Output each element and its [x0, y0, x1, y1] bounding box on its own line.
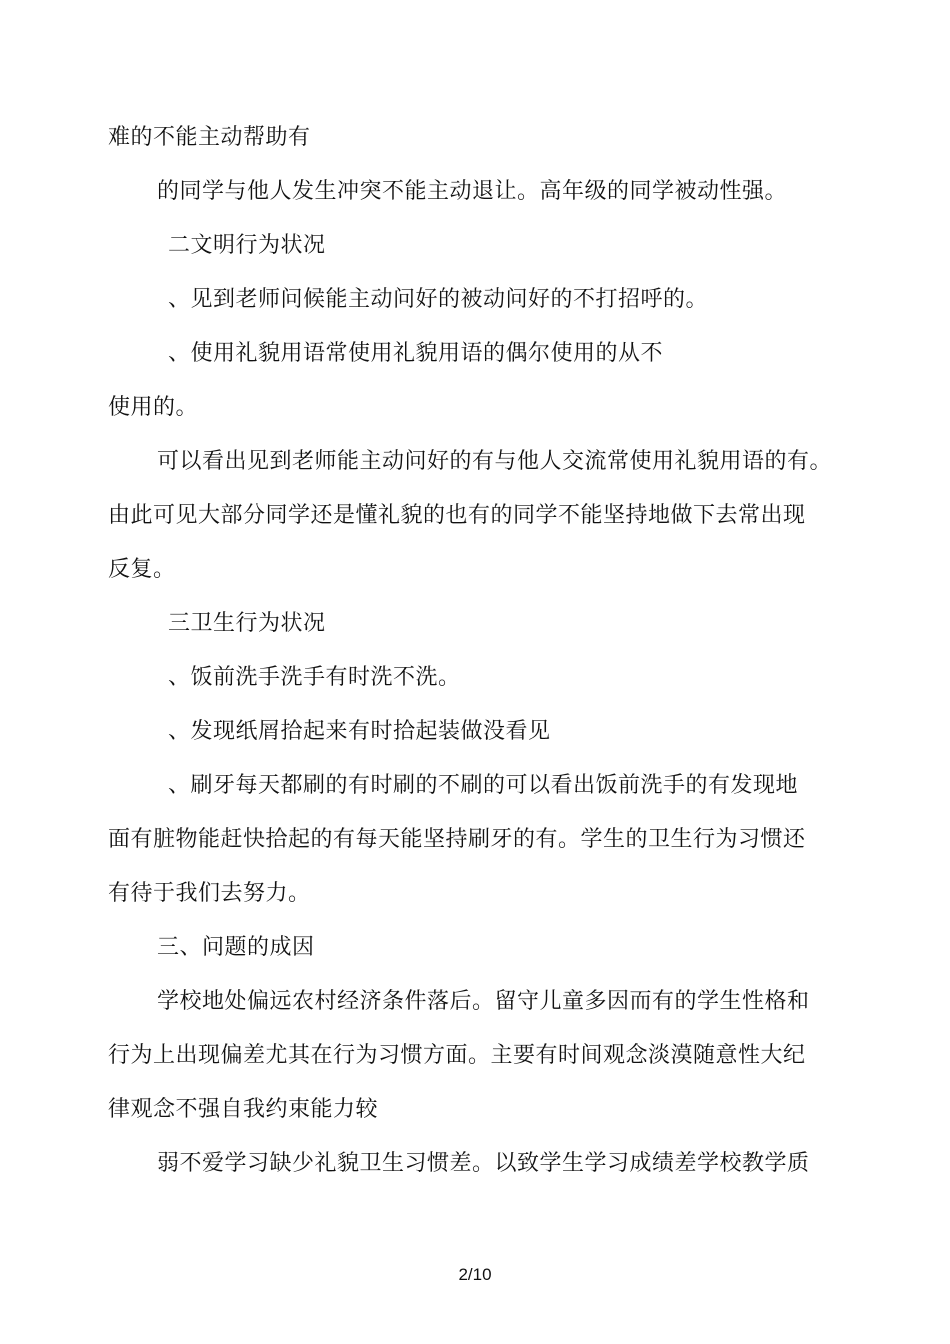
- list-item: 、发现纸屑拾起来有时拾起装做没看见: [168, 719, 551, 744]
- text-line: 难的不能主动帮助有: [108, 125, 311, 150]
- page-number: 2/10: [458, 1265, 492, 1284]
- text-line: 有待于我们去努力。: [108, 881, 311, 906]
- section-heading: 二文明行为状况: [168, 233, 326, 258]
- list-item: 、饭前洗手洗手有时洗不洗。: [168, 665, 461, 690]
- text-line: 行为上出现偏差尤其在行为习惯方面。主要有时间观念淡漠随意性大纪: [108, 1043, 806, 1068]
- text-line: 学校地处偏远农村经济条件落后。留守儿童多因而有的学生性格和: [157, 989, 810, 1014]
- text-line: 面有脏物能赶快拾起的有每天能坚持刷牙的有。学生的卫生行为习惯还: [108, 827, 806, 852]
- text-line: 反复。: [108, 557, 176, 582]
- text-line: 律观念不强自我约束能力较: [108, 1097, 379, 1122]
- text-line: 可以看出见到老师能主动问好的有与他人交流常使用礼貌用语的有。: [157, 449, 833, 474]
- list-item: 、见到老师问候能主动问好的被动问好的不打招呼的。: [168, 287, 709, 312]
- list-item: 、使用礼貌用语常使用礼貌用语的偶尔使用的从不: [168, 341, 664, 366]
- text-line: 的同学与他人发生冲突不能主动退让。高年级的同学被动性强。: [157, 179, 788, 204]
- text-line: 由此可见大部分同学还是懂礼貌的也有的同学不能坚持地做下去常出现: [108, 503, 806, 528]
- section-heading: 三卫生行为状况: [168, 611, 326, 636]
- text-line: 弱不爱学习缺少礼貌卫生习惯差。以致学生学习成绩差学校教学质: [157, 1151, 810, 1176]
- text-line: 使用的。: [108, 395, 199, 420]
- section-heading: 三、问题的成因: [157, 935, 315, 960]
- list-item: 、刷牙每天都刷的有时刷的不刷的可以看出饭前洗手的有发现地: [168, 773, 799, 798]
